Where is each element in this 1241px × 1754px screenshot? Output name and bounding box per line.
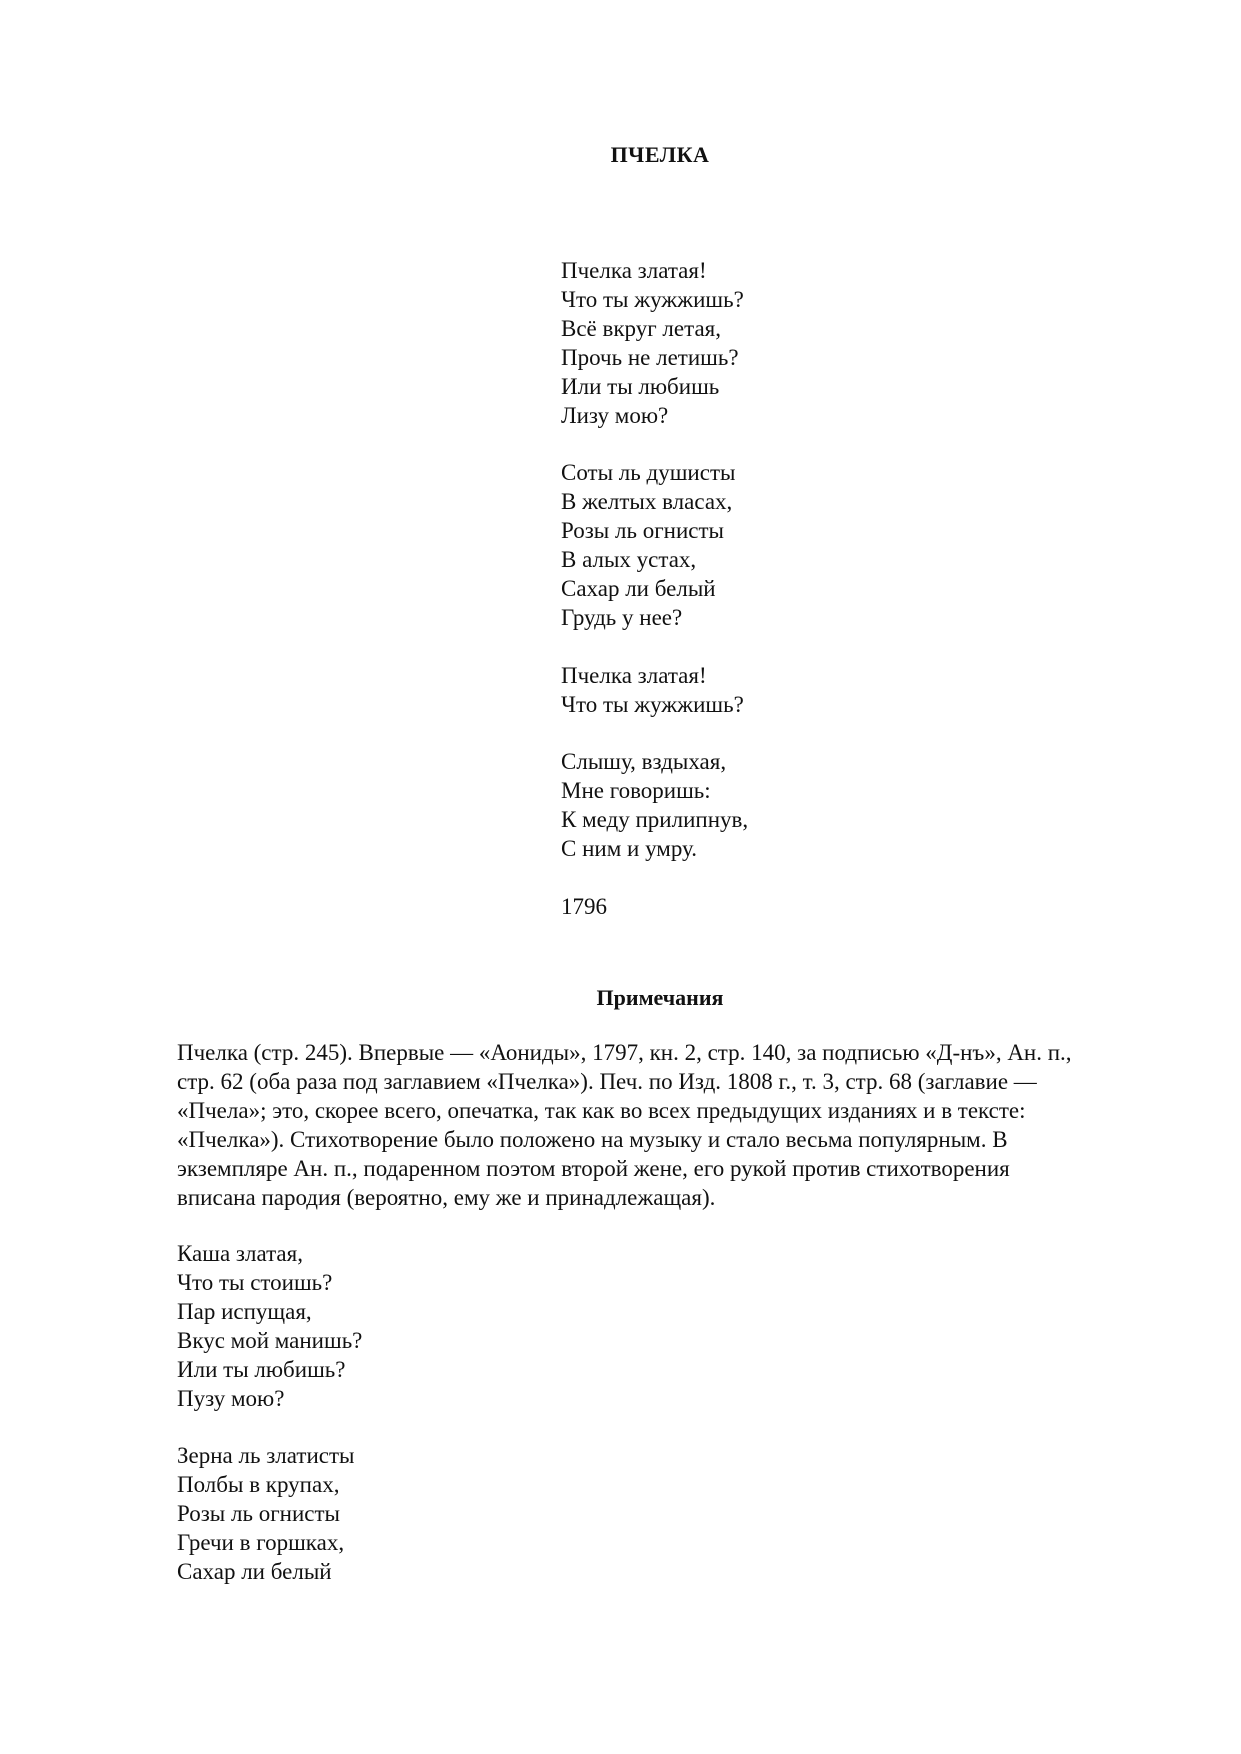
poem-year: 1796 bbox=[561, 893, 607, 919]
notes-line: «Пчела»; это, скорее всего, опечатка, так как во всех предыдущих изданиях и в тексте: bbox=[177, 1097, 1026, 1123]
parody-line: Полбы в крупах, bbox=[177, 1472, 340, 1498]
parody-line: Сахар ли белый bbox=[177, 1558, 332, 1584]
poem-line: Всё вкруг летая, bbox=[561, 315, 721, 341]
poem-line: Или ты любишь bbox=[561, 373, 720, 399]
poem-line: Сахар ли белый bbox=[561, 575, 716, 601]
poem-line: Мне говоришь: bbox=[561, 778, 711, 804]
poem-line: Лизу мою? bbox=[561, 402, 669, 428]
notes-line: вписана пародия (вероятно, ему же и принадлежащая). bbox=[177, 1184, 716, 1210]
parody-line: Или ты любишь? bbox=[177, 1356, 346, 1382]
poem-line: С ним и умру. bbox=[561, 836, 697, 862]
poem-line: Грудь у нее? bbox=[561, 604, 683, 630]
parody-line: Пар испущая, bbox=[177, 1298, 312, 1324]
notes-line: Пчелка (стр. 245). Впервые — «Аониды», 1797, кн. 2, стр. 140, за подписью «Д-нъ», Ан. п., bbox=[177, 1040, 1072, 1065]
parody-line: Вкус мой манишь? bbox=[177, 1327, 363, 1353]
poem-line: К меду прилипнув, bbox=[561, 807, 749, 833]
notes-paragraph bbox=[177, 1039, 1117, 1212]
poem-line: Пчелка златая! bbox=[561, 258, 707, 283]
notes-line: стр. 62 (оба раза под заглавием «Пчелка»). Печ. по Изд. 1808 г., т. 3, стр. 68 (заглавие — bbox=[177, 1068, 1037, 1094]
parody-line: Пузу мою? bbox=[177, 1385, 285, 1411]
parody-line: Гречи в горшках, bbox=[177, 1530, 345, 1556]
poem-title: ПЧЕЛКА bbox=[610, 142, 710, 167]
notes-title: Примечания bbox=[596, 985, 724, 1010]
poem-stanza bbox=[561, 748, 748, 864]
parody-text bbox=[177, 1240, 362, 1616]
parody-line: Зерна ль златисты bbox=[177, 1443, 355, 1469]
poem-stanza bbox=[561, 459, 748, 632]
poem-text bbox=[561, 257, 748, 922]
poem-line: Розы ль огнисты bbox=[561, 518, 724, 544]
poem-line: Что ты жужжишь? bbox=[561, 286, 744, 312]
poem-line: В желтых власах, bbox=[561, 489, 733, 515]
parody-stanza bbox=[177, 1442, 362, 1587]
poem-line: Прочь не летишь? bbox=[561, 344, 739, 370]
poem-line: Слышу, вздыхая, bbox=[561, 749, 727, 775]
notes-line: экземпляре Ан. п., подаренном поэтом второй жене, его рукой против стихотворения bbox=[177, 1155, 1010, 1181]
parody-stanza bbox=[177, 1240, 362, 1413]
parody-line: Каша златая, bbox=[177, 1241, 303, 1266]
poem-line: Что ты жужжишь? bbox=[561, 691, 744, 717]
poem-stanza bbox=[561, 257, 748, 430]
poem-line: В алых устах, bbox=[561, 547, 697, 573]
parody-line: Розы ль огнисты bbox=[177, 1501, 340, 1527]
notes-line: «Пчелка»). Стихотворение было положено на музыку и стало весьма популярным. В bbox=[177, 1126, 1008, 1152]
poem-line: Пчелка златая! bbox=[561, 662, 707, 688]
poem-line: Соты ль душисты bbox=[561, 460, 736, 486]
poem-stanza bbox=[561, 662, 748, 720]
parody-line: Что ты стоишь? bbox=[177, 1269, 333, 1295]
